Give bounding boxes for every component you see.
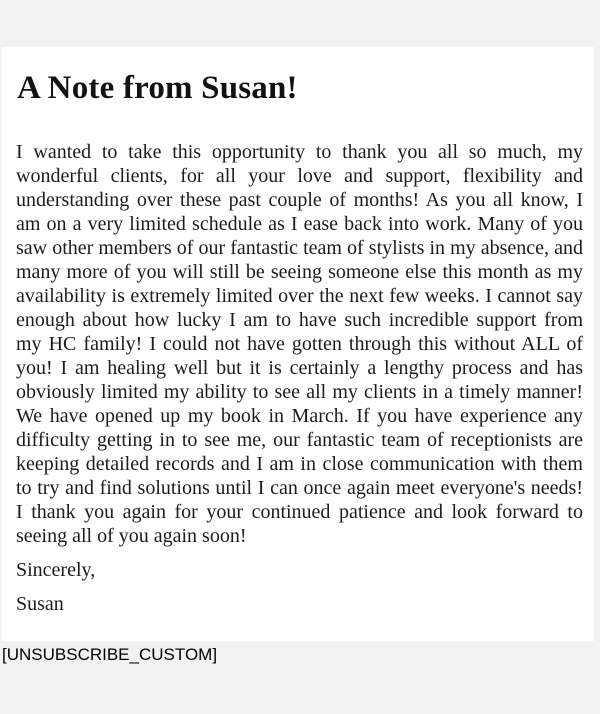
unsubscribe-merge-tag: [UNSUBSCRIBE_CUSTOM] xyxy=(2,645,218,664)
email-body-card xyxy=(2,47,594,641)
note-signature: Susan xyxy=(16,593,64,615)
email-footer xyxy=(2,641,598,666)
note-closing: Sincerely, xyxy=(16,559,96,581)
note-title: A Note from Susan! xyxy=(17,70,298,106)
note-body-paragraph: I wanted to take this opportunity to thank you all so much, my wonderful clients, for all your love and support, flexibility and understanding over these past couple of months! As you all know, I am on a very limited schedule as I ease back into work. Many of you saw other members of our fantastic team of stylists in my absence, and many more of you will still be seeing someone else this month as my availability is extremely limited over the next few weeks. I cannot say enough about how lucky I am to have such incredible support from my HC family! I could not have gotten through this without ALL of you! I am healing well but it is certainly a lengthy process and has obviously limited my ability to see all my clients in a timely manner! We have opened up my book in March. If you have experience any difficulty getting in to see me, our fantastic team of receptionists are keeping detailed records and I am in close communication with them to try and find solutions until I can once again meet everyone's needs! I thank you again for your continued patience and look forward to seeing all of you again soon! xyxy=(16,141,583,547)
